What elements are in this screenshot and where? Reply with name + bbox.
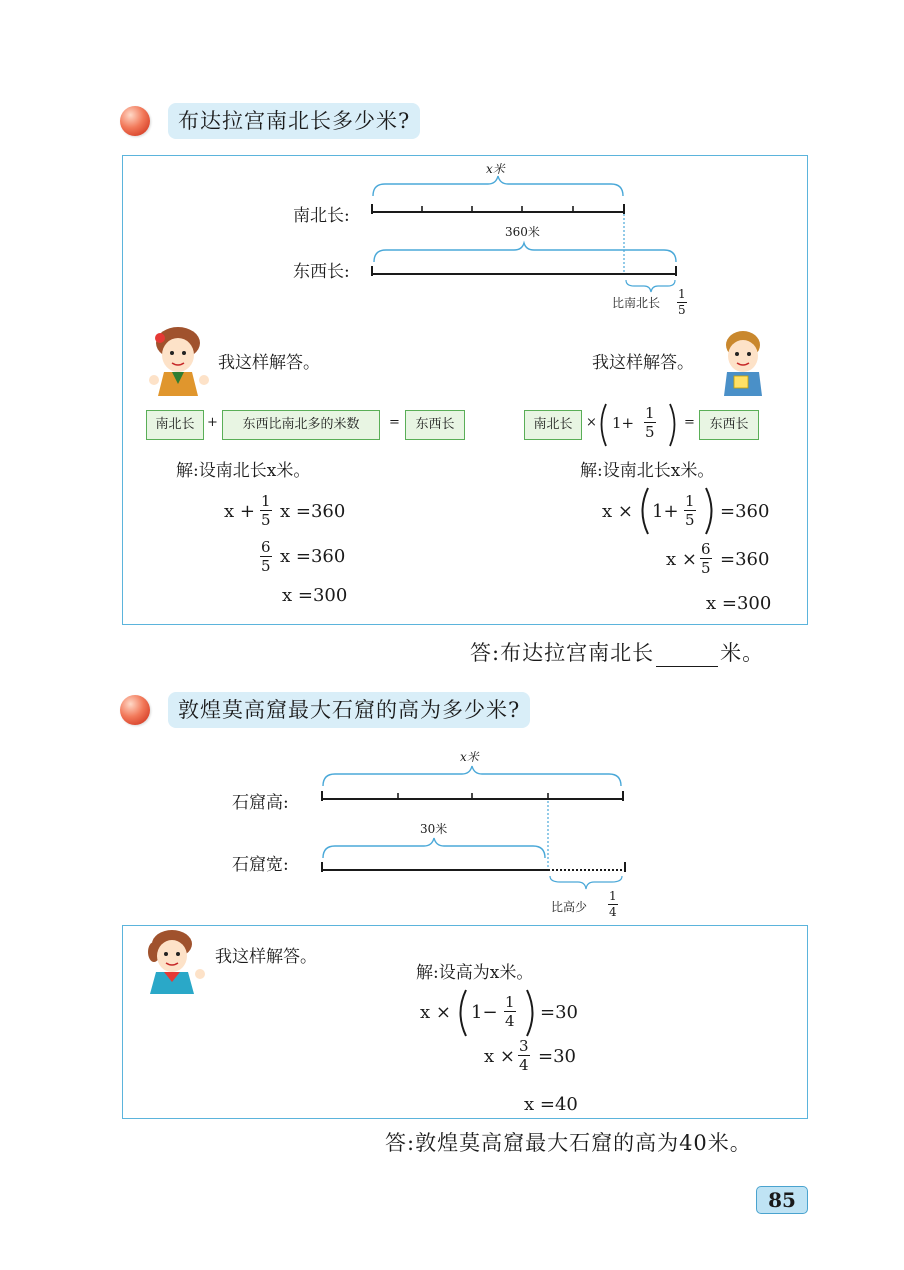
section1-right-speech: 我这样解答。 xyxy=(592,353,694,373)
left-box-ns: 南北长 xyxy=(146,410,204,440)
right-solve-line: 解:设南北长x米。 xyxy=(580,461,715,481)
section1-answer: 答:布达拉宫南北长 米。 xyxy=(470,641,765,665)
section1-ns-label: 南北长: xyxy=(293,206,350,226)
right-eq: = xyxy=(684,415,695,430)
right-eq1-b: =360 xyxy=(720,501,770,522)
left-eq1-b: x =360 xyxy=(280,501,346,522)
left-eq3: x =300 xyxy=(282,585,348,606)
section2-diff-label: 比高少 xyxy=(551,900,588,914)
left-eq1-a: x + xyxy=(224,501,255,522)
section2-eq1-a: x × xyxy=(420,1002,451,1023)
section1-title: 布达拉宫南北长多少米? xyxy=(168,103,420,139)
section2-diff-fraction: $\frac{1}{4}$ xyxy=(609,889,617,919)
right-times: × xyxy=(586,415,597,430)
right-eq3: x =300 xyxy=(706,593,772,614)
section1-x-label: x米 xyxy=(486,162,505,176)
right-eq2-fraction: $\frac{6}{5}$ xyxy=(701,540,711,577)
section1-diff-label: 比南北长 xyxy=(612,296,661,310)
left-eq2-fraction: $\frac{6}{5}$ xyxy=(261,538,271,575)
section2-eq1-fraction: $\frac{1}{4}$ xyxy=(505,993,515,1030)
right-eq1-inner: 1+ xyxy=(652,501,679,522)
right-eq1-fraction: $\frac{1}{5}$ xyxy=(685,492,695,529)
section2-answer: 答:敦煌莫高窟最大石窟的高为40米。 xyxy=(385,1131,752,1155)
section2-eq2-a: x × xyxy=(484,1046,515,1067)
section2-solve-line: 解:设高为x米。 xyxy=(416,963,534,983)
section2-height-label: 石窟高: xyxy=(232,793,289,813)
section2-speech: 我这样解答。 xyxy=(215,947,317,967)
section1-ew-value: 360米 xyxy=(505,225,540,239)
left-eq2-b: x =360 xyxy=(280,546,346,567)
left-box-ew: 东西长 xyxy=(405,410,465,440)
left-plus: + xyxy=(207,415,218,430)
section2-eq2-fraction: $\frac{3}{4}$ xyxy=(519,1037,529,1074)
left-eq1-fraction: $\frac{1}{5}$ xyxy=(261,492,271,529)
right-box-ew: 东西长 xyxy=(699,410,759,440)
section2-width-label: 石窟宽: xyxy=(232,855,289,875)
right-eq2-b: =360 xyxy=(720,549,770,570)
right-word-fraction: $\frac{1}{5}$ xyxy=(645,404,655,441)
right-eq2-a: x × xyxy=(666,549,697,570)
section2-eq1-inner: 1− xyxy=(471,1002,498,1023)
left-solve-line: 解:设南北长x米。 xyxy=(176,461,311,481)
section2-title: 敦煌莫高窟最大石窟的高为多少米? xyxy=(168,692,530,728)
section2-width-value: 30米 xyxy=(420,822,448,836)
section2-eq2-b: =30 xyxy=(538,1046,576,1067)
left-box-diff: 东西比南北多的米数 xyxy=(222,410,380,440)
section2-eq3: x =40 xyxy=(524,1094,578,1115)
page-number: 85 xyxy=(756,1186,808,1214)
right-box-ns: 南北长 xyxy=(524,410,582,440)
section2-x-label: x米 xyxy=(460,750,479,764)
section1-diff-fraction: $\frac{1}{5}$ xyxy=(678,287,686,317)
right-eq1-a: x × xyxy=(602,501,633,522)
section2-eq1-b: =30 xyxy=(540,1002,578,1023)
left-eq: = xyxy=(389,415,400,430)
section1-ew-label: 东西长: xyxy=(293,262,350,282)
section1-left-speech: 我这样解答。 xyxy=(218,353,320,373)
right-word-inner: 1+ xyxy=(612,414,635,432)
